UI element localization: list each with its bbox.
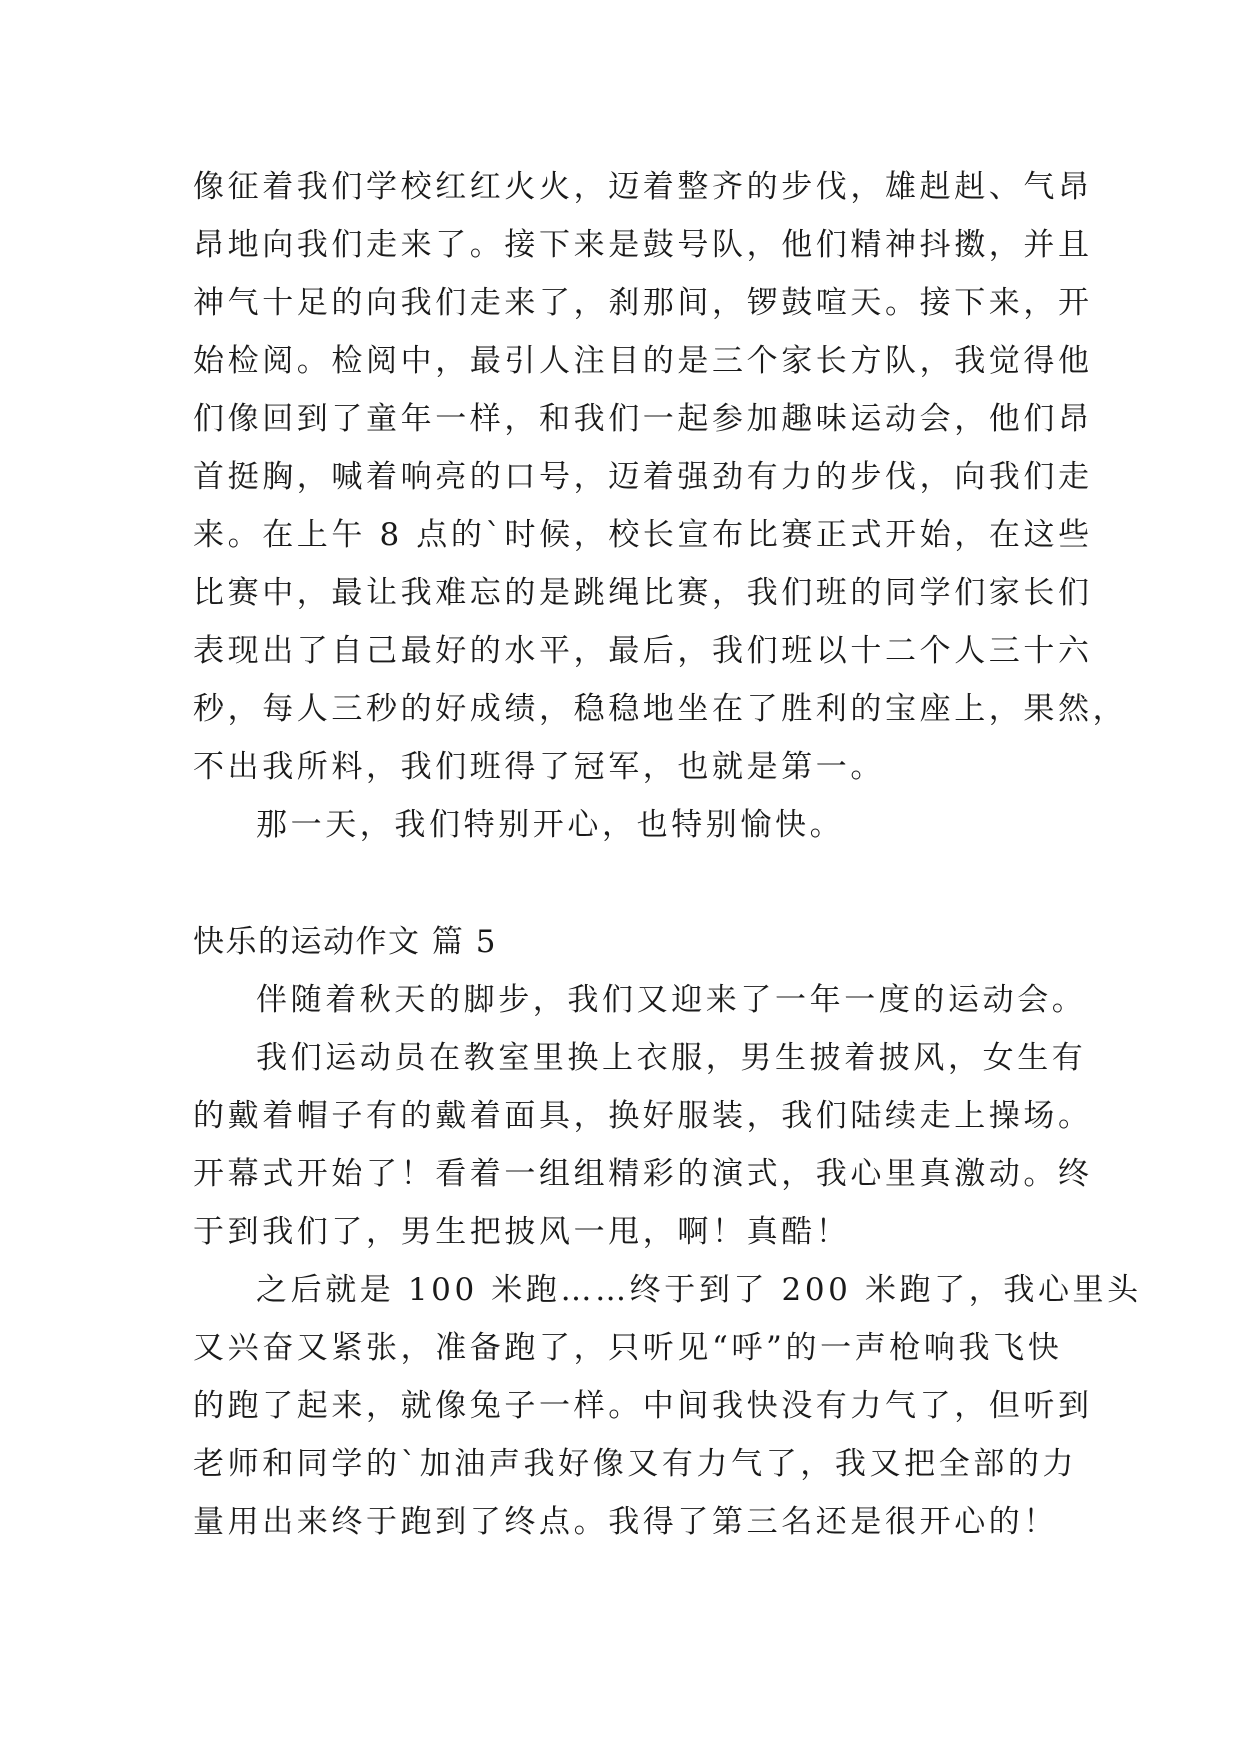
paragraph-line: 的跑了起来，就像兔子一样。中间我快没有力气了，但听到: [193, 1388, 1093, 1424]
paragraph-line: 始检阅。检阅中，最引人注目的是三个家长方队，我觉得他: [193, 343, 1093, 379]
paragraph-line: 老师和同学的`加油声我好像又有力气了，我又把全部的力: [193, 1446, 1078, 1482]
paragraph-line: 我们运动员在教室里换上衣服，男生披着披风，女生有: [256, 1040, 1087, 1076]
paragraph-line: 神气十足的向我们走来了，刹那间，锣鼓喧天。接下来，开: [193, 285, 1093, 321]
paragraph-line: 开幕式开始了！看着一组组精彩的演式，我心里真激动。终: [193, 1156, 1093, 1192]
essay-title: 快乐的运动作文 篇 5: [193, 924, 497, 960]
paragraph-line: 昂地向我们走来了。接下来是鼓号队，他们精神抖擞，并且: [193, 227, 1093, 263]
paragraph-line: 表现出了自己最好的水平，最后，我们班以十二个人三十六: [193, 633, 1093, 669]
closing-paragraph: 那一天，我们特别开心，也特别愉快。: [256, 807, 845, 843]
paragraph-line: 量用出来终于跑到了终点。我得了第三名还是很开心的！: [193, 1504, 1058, 1540]
paragraph-line: 的戴着帽子有的戴着面具，换好服装，我们陆续走上操场。: [193, 1098, 1093, 1134]
paragraph-line: 像征着我们学校红红火火，迈着整齐的步伐，雄赳赳、气昂: [193, 169, 1093, 205]
paragraph-line: 比赛中，最让我难忘的是跳绳比赛，我们班的同学们家长们: [193, 575, 1093, 611]
paragraph-line: 伴随着秋天的脚步，我们又迎来了一年一度的运动会。: [256, 982, 1087, 1018]
paragraph-line: 们像回到了童年一样，和我们一起参加趣味运动会，他们昂: [193, 401, 1093, 437]
paragraph-line: 不出我所料，我们班得了冠军，也就是第一。: [193, 749, 885, 785]
paragraph-line: 又兴奋又紧张，准备跑了，只听见“呼”的一声枪响我飞快: [193, 1330, 1063, 1366]
paragraph-line: 秒，每人三秒的好成绩，稳稳地坐在了胜利的宝座上，果然，: [193, 691, 1128, 727]
paragraph-line: 首挺胸，喊着响亮的口号，迈着强劲有力的步伐，向我们走: [193, 459, 1093, 495]
paragraph-line: 于到我们了，男生把披风一甩，啊！真酷！: [193, 1214, 851, 1250]
paragraph-line: 之后就是 100 米跑……终于到了 200 米跑了，我心里头: [256, 1272, 1142, 1308]
paragraph-line: 来。在上午 8 点的`时候，校长宣布比赛正式开始，在这些: [193, 517, 1093, 553]
